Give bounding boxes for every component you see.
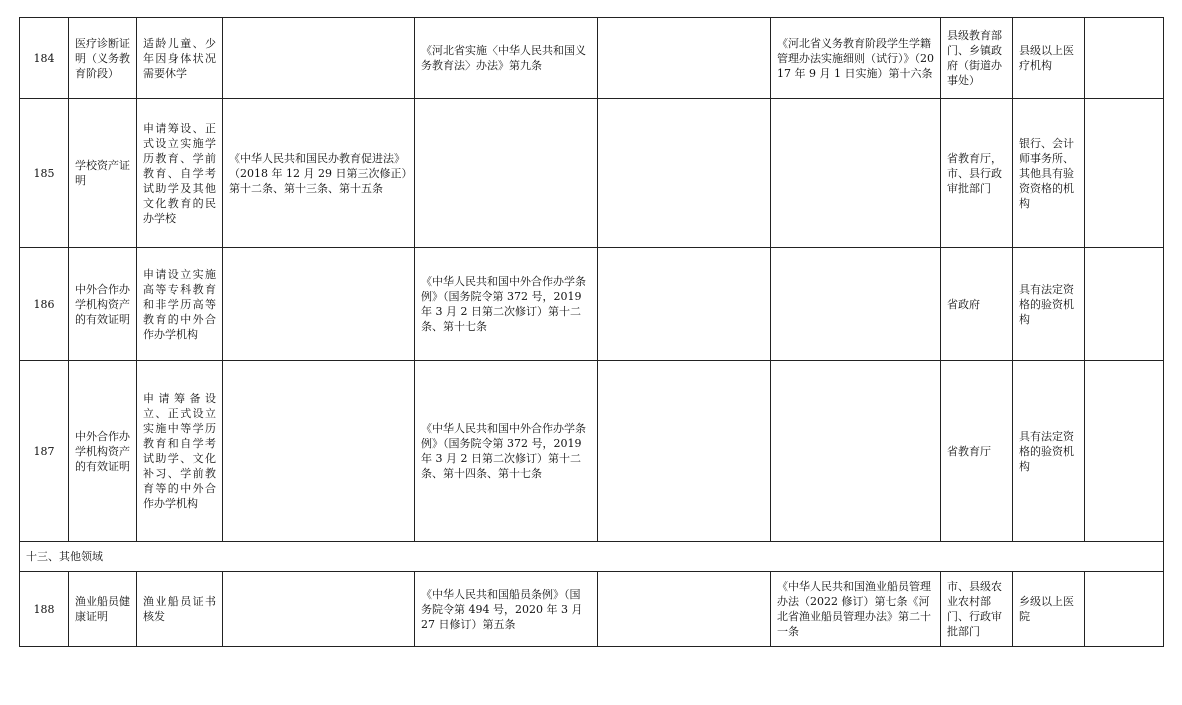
certificate-name: 渔业船员健康证明 [69,572,137,647]
issuing-authority: 县级以上医疗机构 [1013,18,1085,99]
table-row [20,18,1164,99]
issuing-authority: 银行、会计师事务所、其他具有验资资格的机构 [1013,99,1085,248]
certificate-name: 中外合作办学机构资产的有效证明 [69,361,137,542]
remarks [1085,248,1164,361]
basis-normative [771,99,941,248]
basis-normative: 《河北省义务教育阶段学生学籍管理办法实施细则（试行）》（2017 年 9 月 1 日实施）第十六条 [771,18,941,99]
remarks [1085,18,1164,99]
section-row [20,542,1164,572]
remarks [1085,572,1164,647]
basis-law [223,361,415,542]
responsible-department: 省教育厅 [941,361,1013,542]
basis-law [223,248,415,361]
row-number: 188 [20,572,69,647]
basis-regulation: 《中华人民共和国中外合作办学条例》（国务院令第 372 号，2019 年 3 月 2 日第二次修订）第十二条、第十七条 [415,248,598,361]
basis-regulation: 《中华人民共和国船员条例》（国务院令第 494 号，2020 年 3 月 27 日修订）第五条 [415,572,598,647]
basis-law [223,18,415,99]
remarks [1085,99,1164,248]
basis-regulation: 《河北省实施〈中华人民共和国义务教育法〉办法》第九条 [415,18,598,99]
issuing-authority: 具有法定资格的验资机构 [1013,248,1085,361]
basis-regulation: 《中华人民共和国中外合作办学条例》（国务院令第 372 号，2019 年 3 月 2 日第二次修订）第十二条、第十四条、第十七条 [415,361,598,542]
table-row [20,572,1164,647]
usage-condition: 申请设立实施高等专科教育和非学历高等教育的中外合作办学机构 [137,248,223,361]
basis-rule [598,572,771,647]
usage-condition: 渔业船员证书核发 [137,572,223,647]
row-number: 187 [20,361,69,542]
basis-law: 《中华人民共和国民办教育促进法》（2018 年 12 月 29 日第三次修正）第十二条、第十三条、第十五条 [223,99,415,248]
basis-rule [598,248,771,361]
basis-normative: 《中华人民共和国渔业船员管理办法（2022 修订）第七条《河北省渔业船员管理办法》第二十一条 [771,572,941,647]
table-row [20,361,1164,542]
certificate-name: 学校资产证明 [69,99,137,248]
basis-rule [598,361,771,542]
row-number: 185 [20,99,69,248]
certificate-name: 中外合作办学机构资产的有效证明 [69,248,137,361]
table-row [20,99,1164,248]
basis-normative [771,248,941,361]
issuing-authority: 具有法定资格的验资机构 [1013,361,1085,542]
usage-condition: 申请筹设、正式设立实施学历教育、学前教育、自学考试助学及其他文化教育的民办学校 [137,99,223,248]
certificate-list-table [19,17,1164,647]
issuing-authority: 乡级以上医院 [1013,572,1085,647]
basis-normative [771,361,941,542]
responsible-department: 省政府 [941,248,1013,361]
responsible-department: 省教育厅，市、县行政审批部门 [941,99,1013,248]
usage-condition: 申请筹备设立、正式设立实施中等学历教育和自学考试助学、文化补习、学前教育等的中外合作办学机构 [137,361,223,542]
basis-rule [598,18,771,99]
basis-regulation [415,99,598,248]
section-title: 十三、其他领域 [20,542,1164,572]
usage-condition: 适龄儿童、少年因身体状况需要休学 [137,18,223,99]
remarks [1085,361,1164,542]
basis-rule [598,99,771,248]
basis-law [223,572,415,647]
responsible-department: 市、县级农业农村部门、行政审批部门 [941,572,1013,647]
certificate-name: 医疗诊断证明（义务教育阶段） [69,18,137,99]
row-number: 184 [20,18,69,99]
responsible-department: 县级教育部门、乡镇政府（街道办事处） [941,18,1013,99]
row-number: 186 [20,248,69,361]
table-row [20,248,1164,361]
